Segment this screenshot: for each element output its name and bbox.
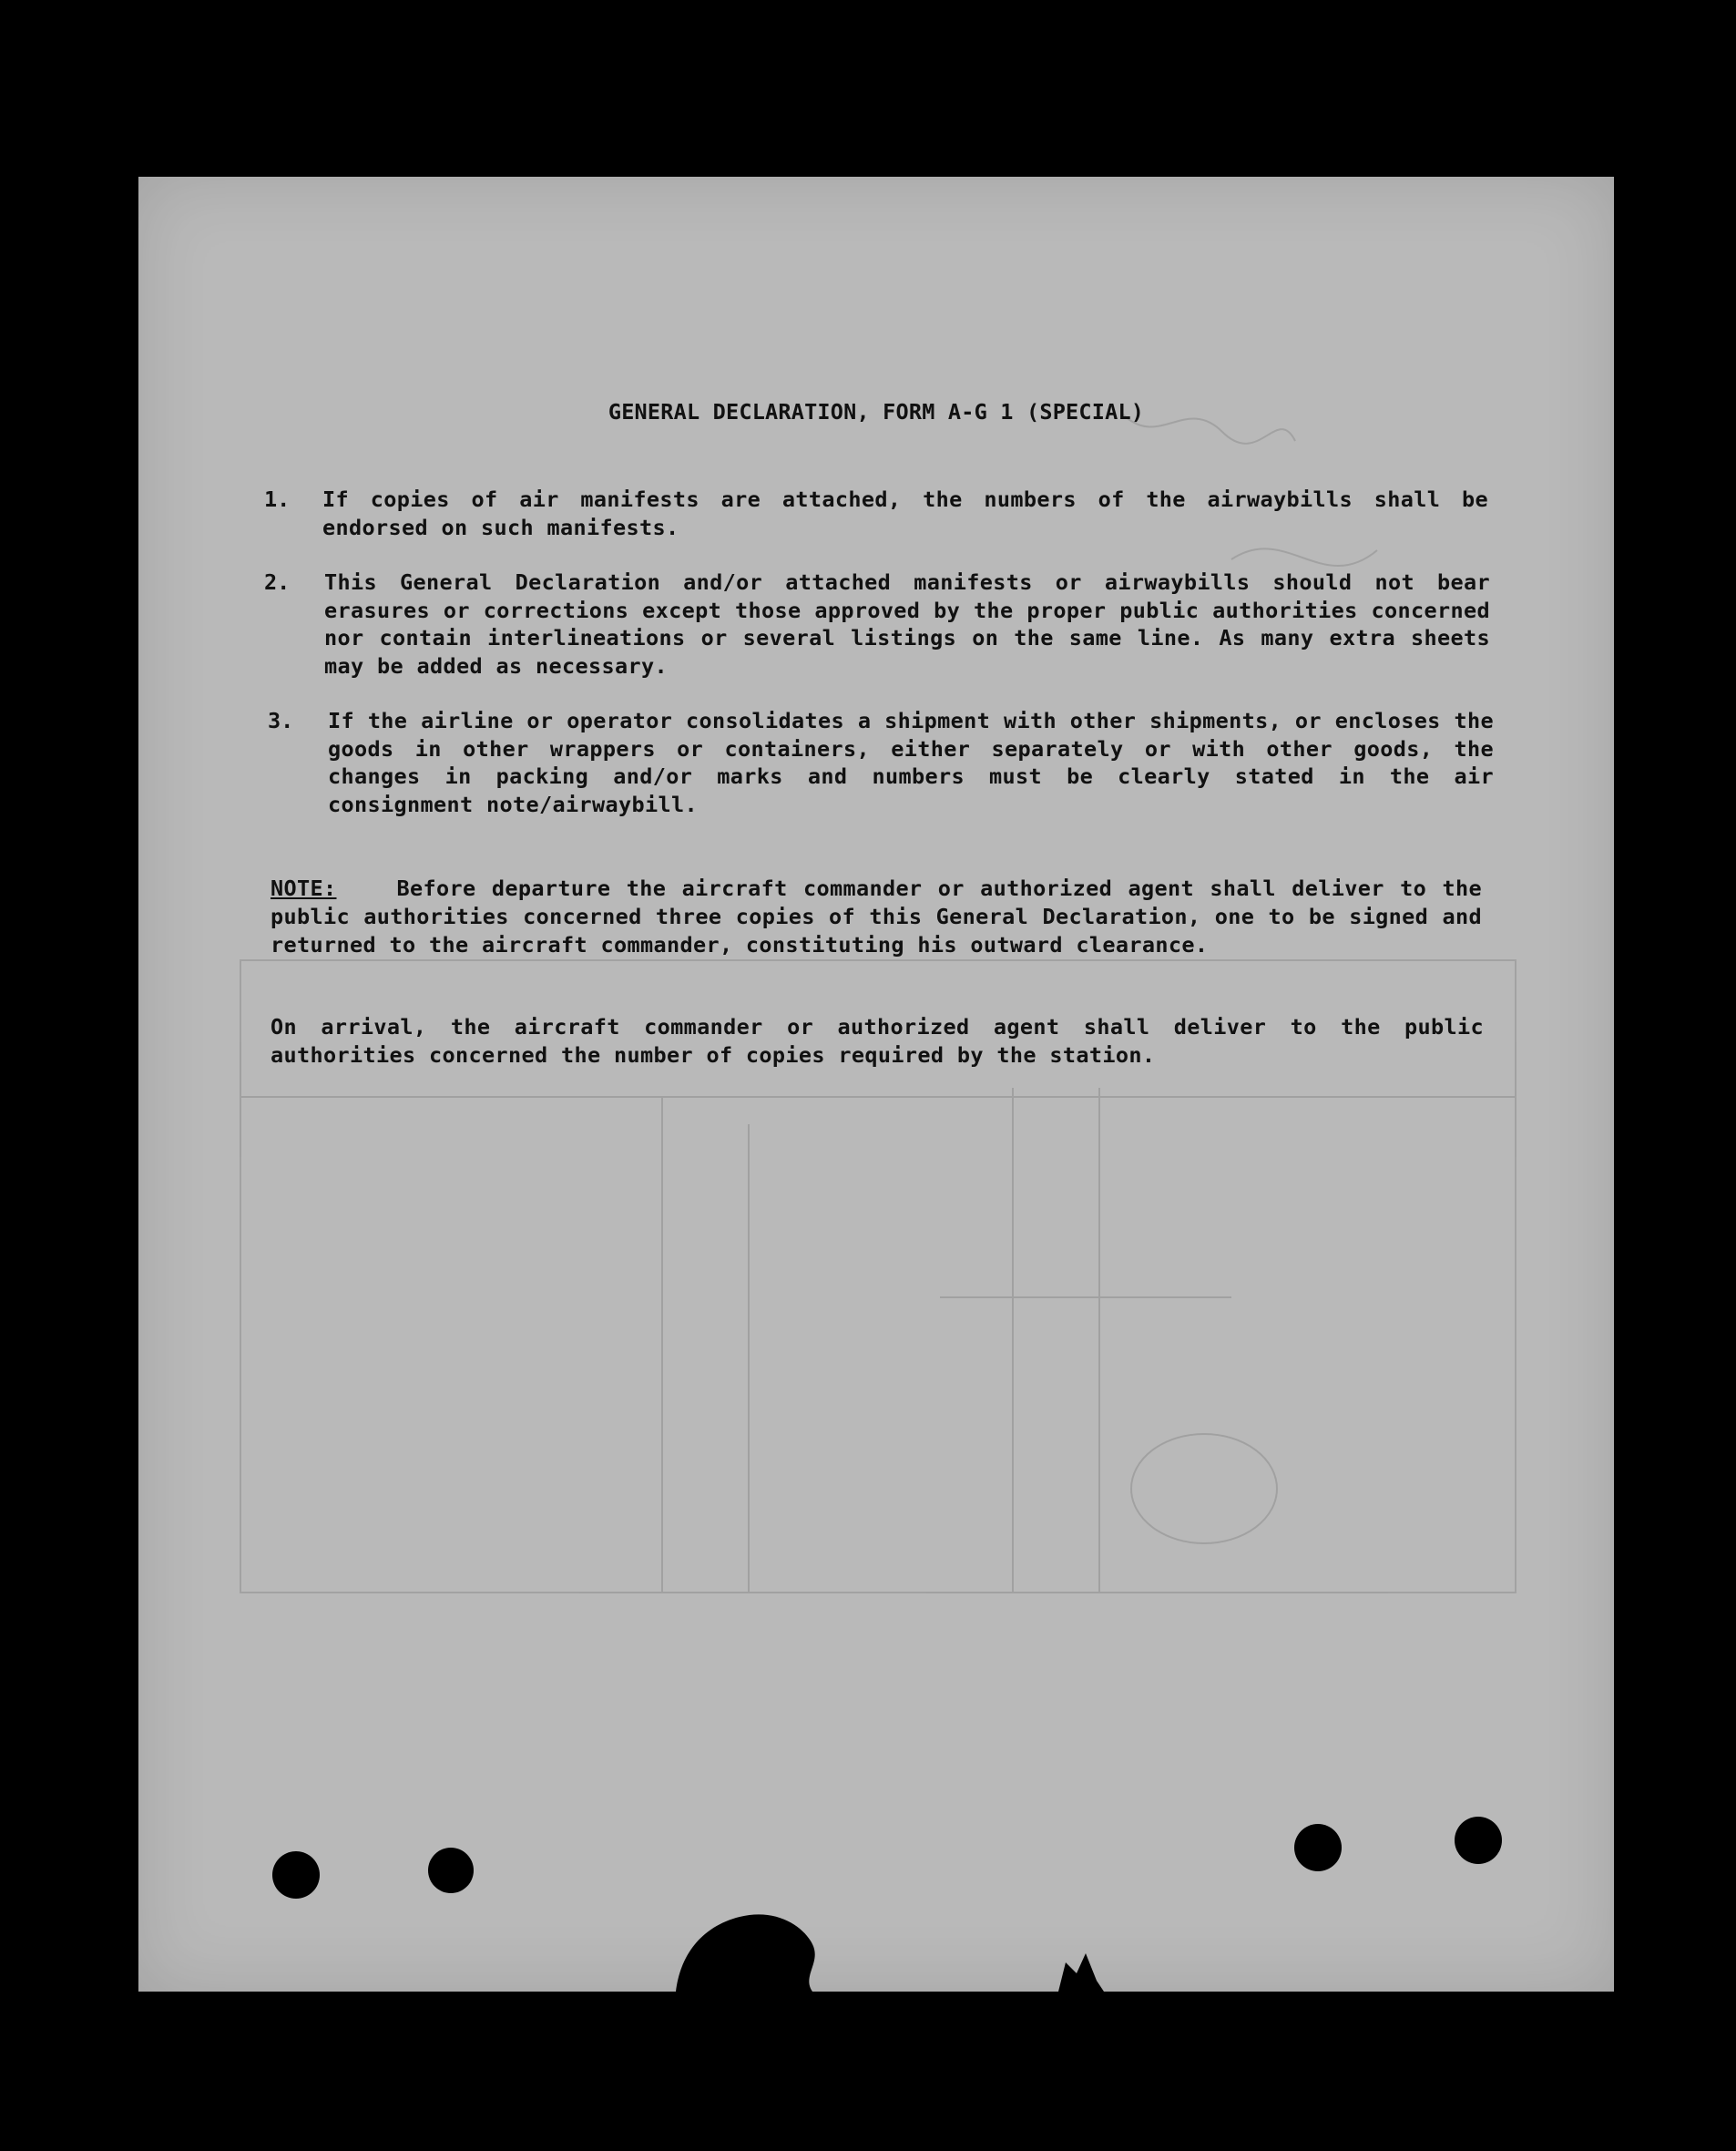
punch-hole xyxy=(428,1848,474,1893)
punch-hole xyxy=(1294,1824,1342,1871)
item-text: If the airline or operator consolidates a shipment with other shipments, or encloses the goods in other wrappers or containers, either separately or with other goods, the changes in packing and/or marks and numbers must be clearly stated in the air consignment note/airwaybill. xyxy=(328,708,1494,817)
page-title: GENERAL DECLARATION, FORM A-G 1 (SPECIAL) xyxy=(608,399,1145,425)
torn-edge xyxy=(138,1890,1614,1992)
note-paragraph xyxy=(271,875,1482,958)
note-label: NOTE: xyxy=(271,876,337,901)
note-text: Before departure the aircraft commander or authorized agent shall deliver to the public authorities concerned three copies of this General Declaration, one to be signed and returned to the aircraft commander, constituting his outward clearance. xyxy=(271,876,1482,958)
show-through-background xyxy=(138,177,1614,1992)
item-number: 2. xyxy=(264,569,291,595)
document-page xyxy=(138,177,1614,1992)
item-text: If copies of air manifests are attached, the numbers of the airwaybills shall be endorsed on such manifests. xyxy=(322,487,1488,540)
item-text: This General Declaration and/or attached manifests or airwaybills should not bear erasures or corrections except those approved by the proper public authorities concerned nor contain interlineations or several listings on the same line. As many extra sheets may be added as necessary. xyxy=(324,569,1490,679)
item-number: 1. xyxy=(264,487,291,512)
arrival-paragraph: On arrival, the aircraft commander or authorized agent shall deliver to the public authorities concerned the number of copies required by the station. xyxy=(271,1014,1484,1068)
punch-hole xyxy=(1455,1817,1502,1864)
item-number: 3. xyxy=(268,708,294,733)
